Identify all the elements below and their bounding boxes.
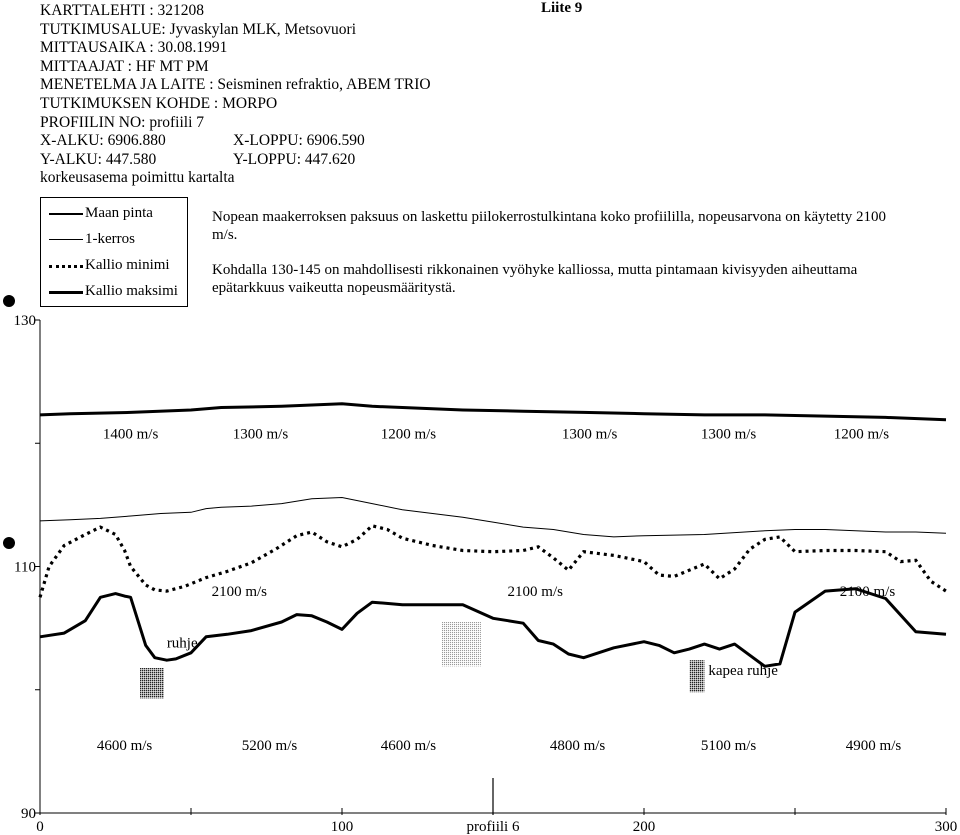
header-line: MITTAUSAIKA : 30.08.1991: [40, 39, 228, 57]
punch-hole-icon: [3, 537, 15, 549]
fracture-zone-marker: [442, 622, 481, 666]
x-alku: X-ALKU: 6906.880: [40, 132, 166, 150]
x-tick-label: 100: [330, 819, 354, 835]
velocity-label: 5100 m/s: [700, 738, 757, 755]
legend-label: Maan pinta: [85, 205, 153, 221]
x-tick-label: 300: [934, 819, 958, 835]
velocity-label: 1200 m/s: [833, 426, 890, 443]
velocity-label: 5200 m/s: [241, 738, 298, 755]
velocity-label: 1300 m/s: [700, 426, 757, 443]
y-alku: Y-ALKU: 447.580: [40, 150, 157, 168]
velocity-label: 4600 m/s: [96, 738, 153, 755]
fracture-zone-label: kapea ruhje: [708, 663, 778, 680]
series-line-kallio-maksimi: [40, 589, 946, 667]
velocity-label: 1300 m/s: [561, 426, 618, 443]
x-tick-label: 0: [36, 819, 44, 835]
x-tick-label: 200: [632, 819, 656, 835]
header-line: TUTKIMUSALUE: Jyvaskylan MLK, Metsovuori: [40, 20, 357, 38]
velocity-label: 1300 m/s: [232, 426, 289, 443]
legend-label: Kallio maksimi: [85, 283, 178, 299]
header-line: KARTTALEHTI : 321208: [40, 2, 204, 19]
series-line-maan-pinta: [40, 404, 946, 420]
elevation-note: korkeusasema poimittu kartalta: [40, 169, 235, 187]
note-paragraph: Nopean maakerroksen paksuus on laskettu piilokerrostulkintana koko profiililla, nopeusarvona on käytetty 2100 m/s.: [212, 209, 887, 243]
velocity-label: 4800 m/s: [549, 738, 606, 755]
y-tick-label: 110: [14, 559, 36, 576]
fracture-zone-label: ruhje: [166, 635, 198, 652]
header-line: MENETELMA JA LAITE : Seisminen refraktio, ABEM TRIO: [40, 76, 431, 94]
header-line: MITTAAJAT : HF MT PM: [40, 57, 209, 75]
fracture-zone-marker: [689, 660, 704, 692]
y-tick-label: 130: [13, 313, 36, 329]
fracture-zone-marker: [140, 668, 164, 699]
note-paragraph: Kohdalla 130-145 on mahdollisesti rikkonainen vyöhyke kalliossa, mutta pintamaan kivisyyden aiheuttama epätarkkuus vaikeutta nopeusmääritystä.: [212, 262, 858, 296]
velocity-label: 4600 m/s: [380, 738, 437, 755]
velocity-label: 1400 m/s: [102, 426, 159, 443]
legend-label: Kallio minimi: [85, 257, 170, 273]
series-line-kallio-minimi: [40, 526, 946, 601]
punch-hole-icon: [3, 295, 15, 307]
series-line-1-kerros: [40, 498, 946, 537]
legend-label: 1-kerros: [85, 231, 135, 247]
header-line: PROFIILIN NO: profiili 7: [40, 113, 205, 131]
profile-crossing-label: profiili 6: [466, 819, 520, 835]
appendix-label: Liite 9: [541, 0, 583, 16]
velocity-label: 4900 m/s: [845, 738, 902, 755]
x-loppu: X-LOPPU: 6906.590: [233, 132, 365, 150]
velocity-label: 2100 m/s: [507, 584, 563, 601]
y-loppu: Y-LOPPU: 447.620: [233, 150, 356, 168]
header-line: TUTKIMUKSEN KOHDE : MORPO: [40, 94, 278, 112]
velocity-label: 2100 m/s: [839, 584, 896, 601]
velocity-label: 2100 m/s: [211, 584, 268, 601]
y-tick-label: 90: [21, 806, 36, 822]
velocity-label: 1200 m/s: [380, 426, 437, 443]
